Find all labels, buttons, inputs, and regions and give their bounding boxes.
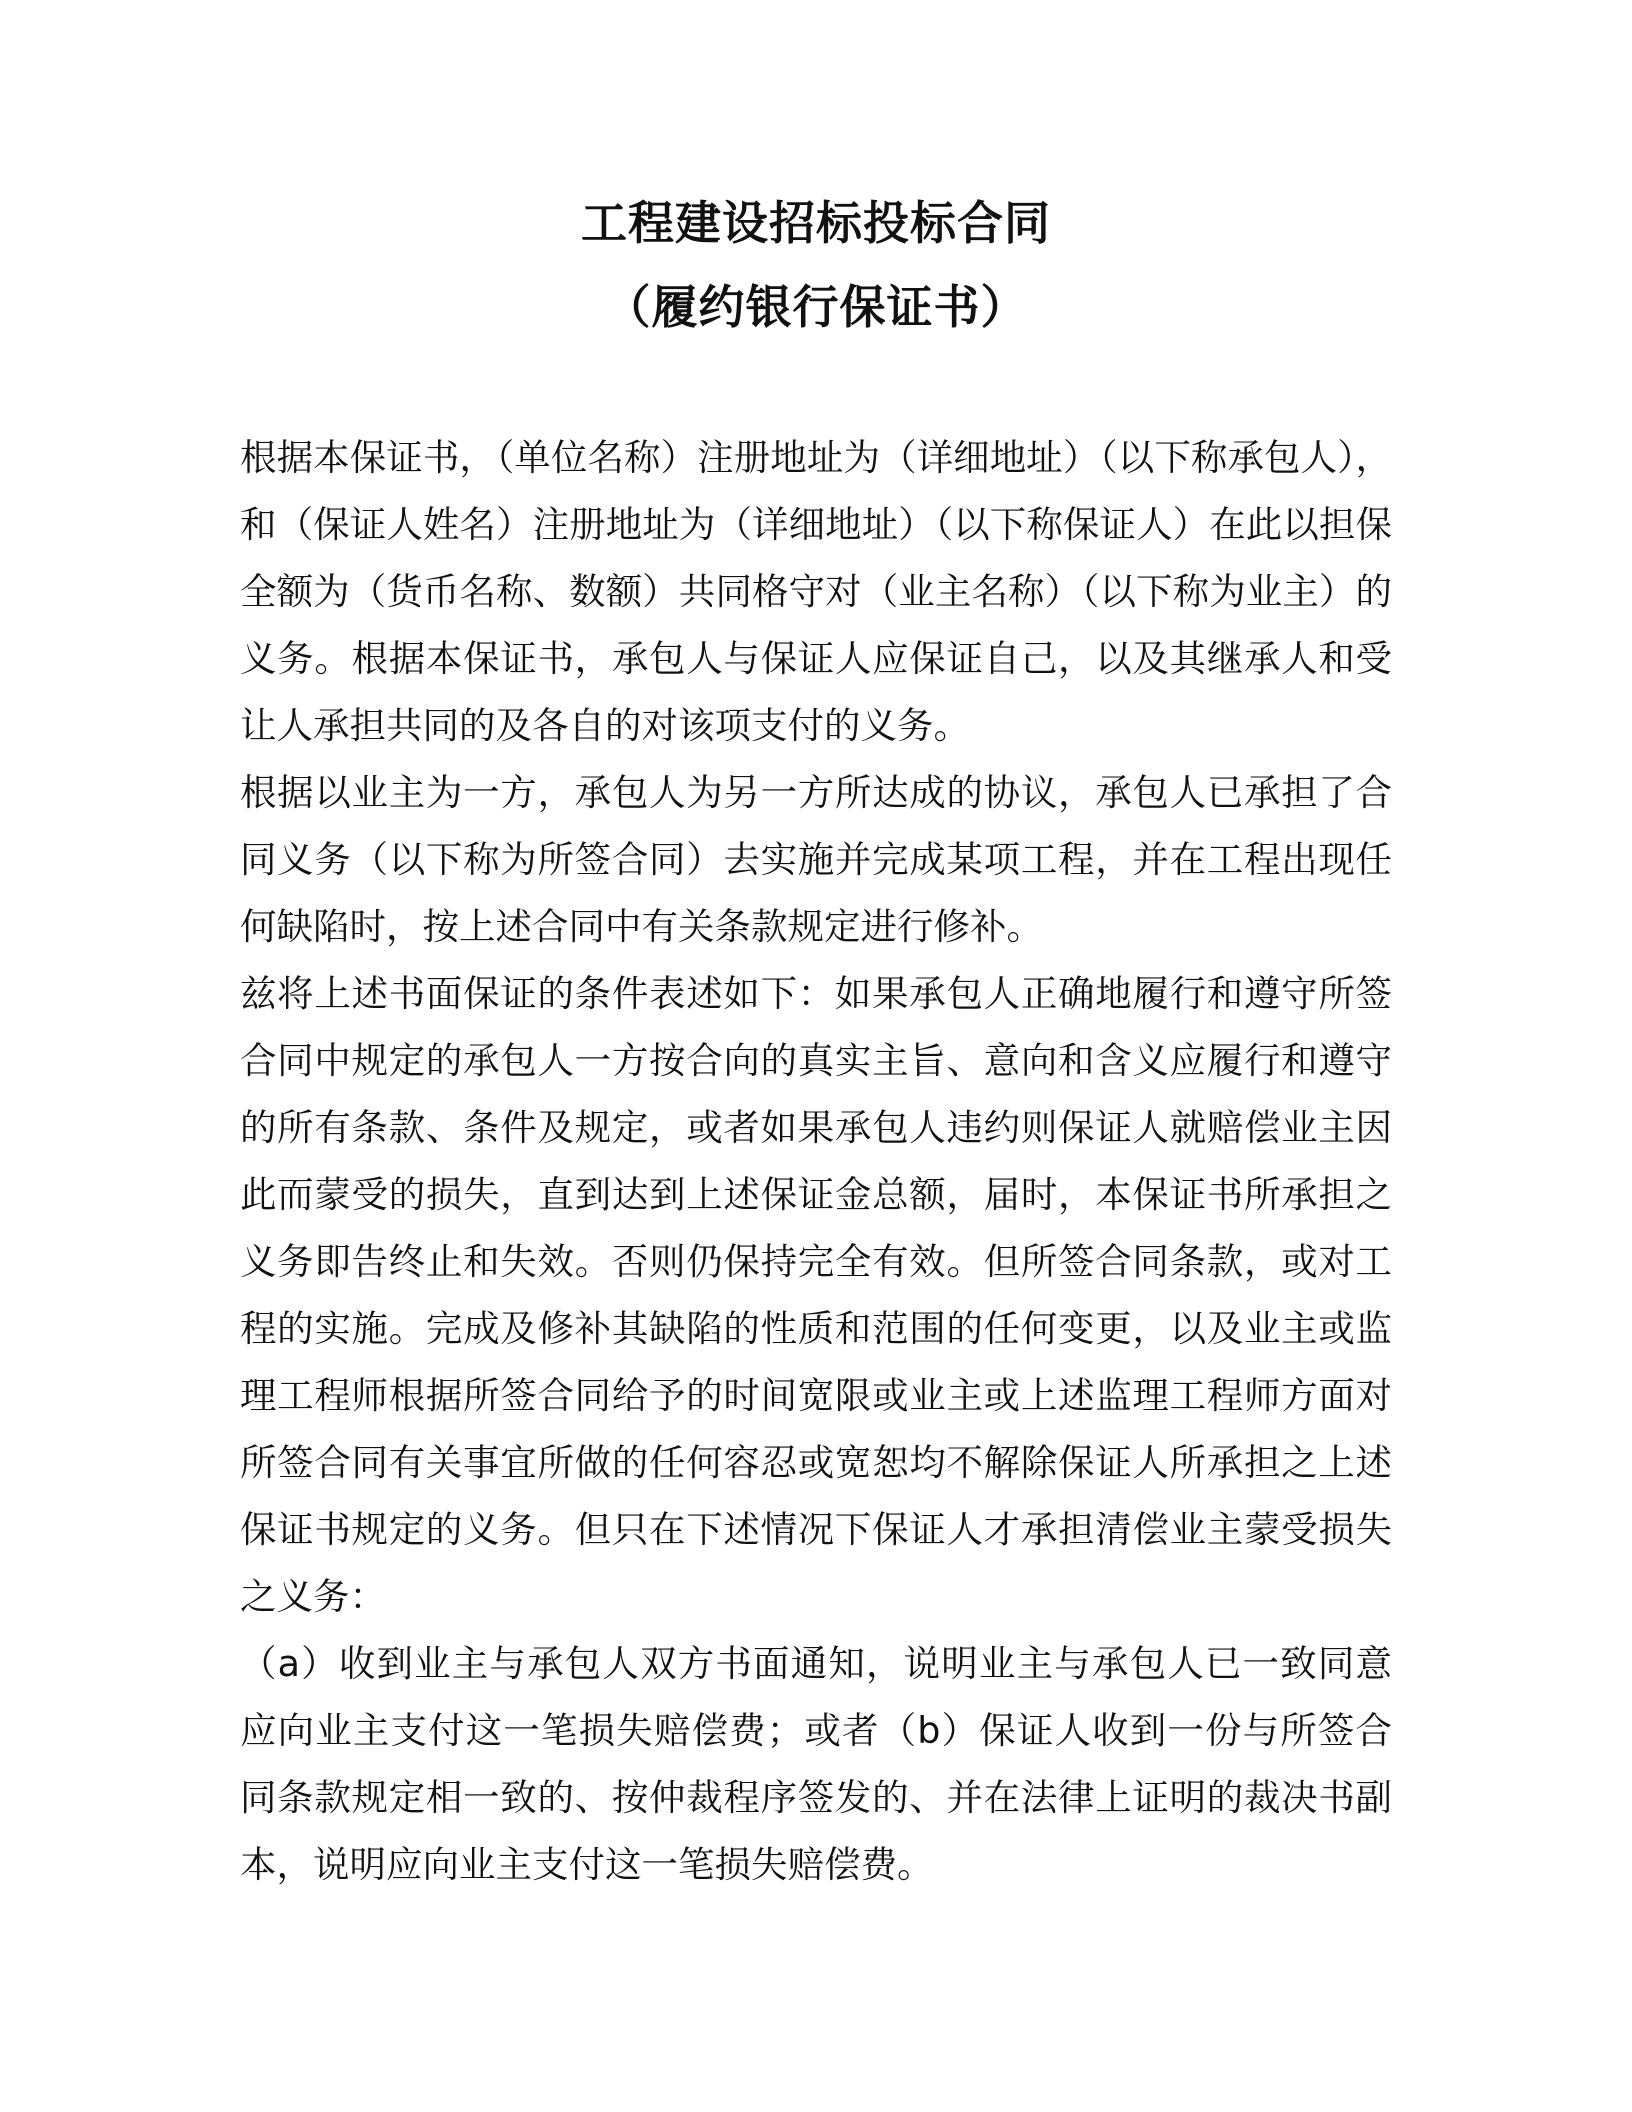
document-body [240, 424, 1392, 1898]
title-block [0, 190, 1632, 340]
document-title: 工程建设招标投标合同 [581, 196, 1051, 250]
paragraph-contract-agreement: 根据以业主为一方，承包人为另一方所达成的协议，承包人已承担了合同义务（以下称为所签合同）去实施并完成某项工程，并在工程出现任何缺陷时，按上述合同中有关条款规定进行修补。 [240, 771, 1392, 948]
paragraph-compensation-cases: （a）收到业主与承包人双方书面通知，说明业主与承包人已一致同意应向业主支付这一笔损失赔偿费；或者（b）保证人收到一份与所签合同条款规定相一致的、按仲裁程序签发的、并在法律上证明的裁决书副本，说明应向业主支付这一笔损失赔偿费。 [240, 1642, 1392, 1886]
document-subtitle: （履约银行保证书） [604, 280, 1028, 334]
paragraph-guarantee-conditions: 兹将上述书面保证的条件表述如下：如果承包人正确地履行和遵守所签合同中规定的承包人一方按合向的真实主旨、意向和含义应履行和遵守的所有条款、条件及规定，或者如果承包人违约则保证人就赔偿业主因此而蒙受的损失，直到达到上述保证金总额，届时，本保证书所承担之义务即告终止和失效。否则仍保持完全有效。但所签合同条款，或对工程的实施。完成及修补其缺陷的性质和范围的任何变更，以及业主或监理工程师根据所签合同给予的时间宽限或业主或上述监理工程师方面对所签合同有关事宜所做的任何容忍或宽恕均不解除保证人所承担之上述保证书规定的义务。但只在下述情况下保证人才承担清偿业主蒙受损失之义务： [240, 972, 1392, 1618]
paragraph-guarantee-parties: 根据本保证书，（单位名称）注册地址为（详细地址）（以下称承包人），和（保证人姓名）注册地址为（详细地址）（以下称保证人）在此以担保全额为（货币名称、数额）共同格守对（业主名称）（以下称为业主）的义务。根据本保证书，承包人与保证人应保证自己，以及其继承人和受让人承担共同的及各自的对该项支付的义务。 [240, 436, 1392, 747]
